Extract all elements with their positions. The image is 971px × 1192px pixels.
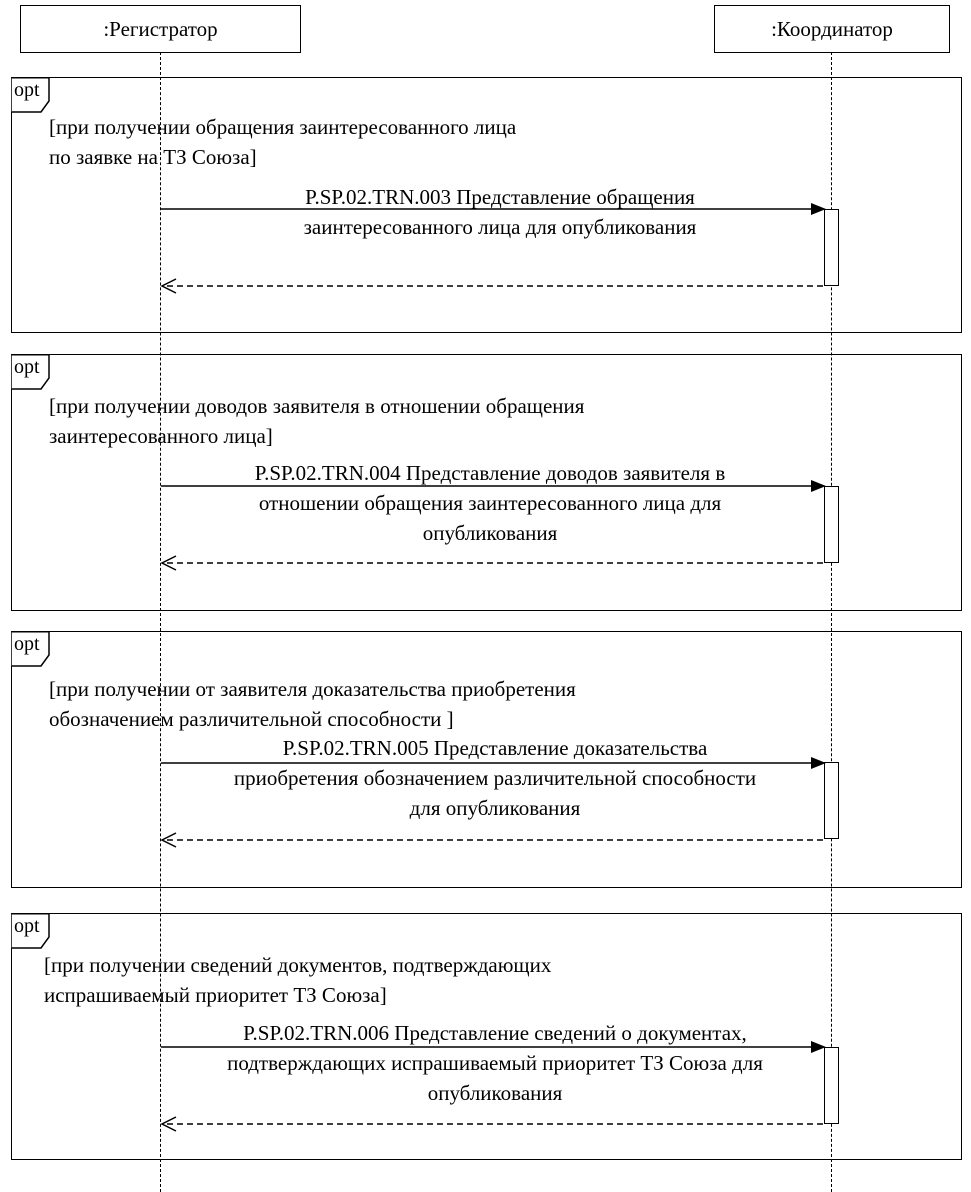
- activation-bar-2: [824, 486, 839, 563]
- coordinator-lifeline-header: [714, 5, 950, 53]
- opt-frame-tag: opt: [11, 77, 51, 113]
- opt-frame-tag: opt: [11, 354, 51, 390]
- coordinator-label: :Координатор: [771, 16, 893, 41]
- message-label-3: P.SP.02.TRN.005 Представление доказательства приобретения обозначением различительной способности для опубликования: [233, 736, 757, 820]
- message-label-1: P.SP.02.TRN.003 Представление обращения заинтересованного лица для опубликования: [303, 185, 697, 239]
- activation-bar-1: [824, 209, 839, 286]
- opt-frame-tag: opt: [11, 913, 51, 949]
- guard-condition-2: [при получении доводов заявителя в отношении обращения заинтересованного лица]: [49, 394, 585, 448]
- registrar-lifeline-header: [20, 5, 301, 53]
- guard-condition-1: [при получении обращения заинтересованного лица по заявке на ТЗ Союза]: [49, 115, 517, 169]
- message-label-4: P.SP.02.TRN.006 Представление сведений о документах, подтверждающих испрашиваемый приоритет ТЗ Союза для опубликования: [227, 1021, 763, 1105]
- activation-bar-4: [824, 1047, 839, 1124]
- activation-bar-3: [824, 762, 839, 839]
- guard-condition-4: [при получении сведений документов, подтверждающих испрашиваемый приоритет ТЗ Союза]: [44, 953, 552, 1007]
- message-label-2: P.SP.02.TRN.004 Представление доводов заявителя в отношении обращения заинтересованного лица для опубликования: [254, 461, 726, 545]
- registrar-label: :Регистратор: [103, 16, 218, 41]
- opt-frame-tag: opt: [11, 631, 51, 667]
- guard-condition-3: [при получении от заявителя доказательства приобретения обозначением различительной способности ]: [49, 677, 576, 731]
